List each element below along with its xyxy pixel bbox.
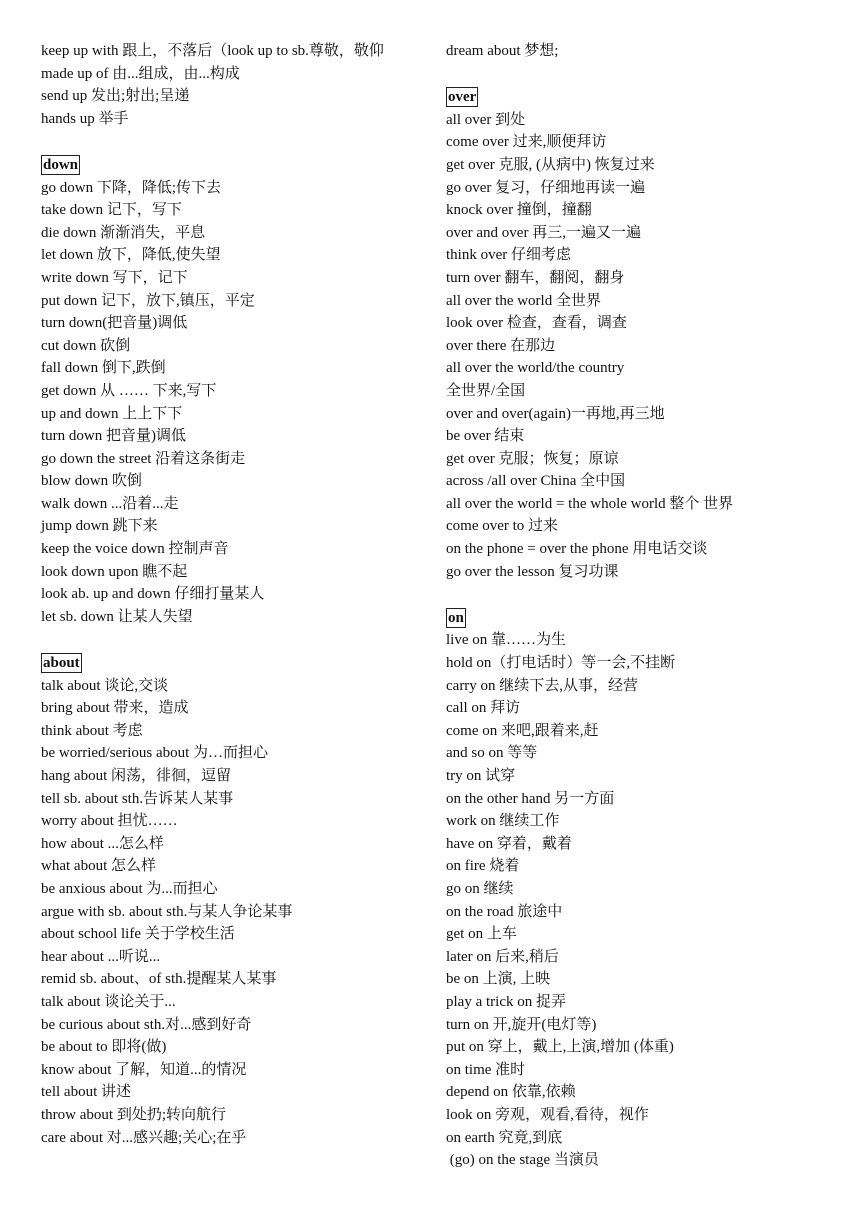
phrase-line: keep the voice down 控制声音 [41,541,229,558]
phrase-line: think over 仔细考虑 [446,247,571,264]
phrase-line: blow down 吹倒 [41,473,142,490]
phrase-line: get over 克服；恢复；原谅 [446,450,619,467]
phrase-line: on the road 旅途中 [446,903,563,920]
phrase-line: all over the world = the whole world 整个 世界 [446,495,734,512]
phrase-line: hands up 举手 [41,110,129,127]
phrase-line: 全世界/全国 [446,382,526,399]
phrase-line: later on 后来,稍后 [446,948,559,965]
phrase-line: turn on 开,旋开(电灯等) [446,1016,597,1033]
section-gap [41,130,421,153]
phrase-line: talk about 谈论,交谈 [41,677,169,694]
phrase-line: and so on 等等 [446,745,538,762]
section-gap [446,63,836,86]
phrase-line: about school life 关于学校生活 [41,926,235,943]
phrase-line: all over 到处 [446,111,526,128]
phrase-line: be over 结束 [446,428,525,445]
phrase-line: write down 写下，记下 [41,269,188,286]
phrase-line: be about to 即将(做) [41,1039,167,1056]
phrase-line: turn down 把音量)调低 [41,428,186,445]
phrase-line: jump down 跳下来 [41,518,158,535]
phrase-line: think about 考虑 [41,722,143,739]
phrase-line: what about 怎么样 [41,858,156,875]
phrase-line: on the phone = over the phone 用电话交谈 [446,541,708,558]
phrase-line: tell about 讲述 [41,1084,131,1101]
phrase-line: go down the street 沿着这条街走 [41,450,246,467]
phrase-line: look ab. up and down 仔细打量某人 [41,586,265,603]
phrase-line: all over the world 全世界 [446,292,601,309]
phrase-line: depend on 依靠,依赖 [446,1084,576,1101]
section-heading-over: over [448,89,477,106]
phrase-line: tell sb. about sth.告诉某人某事 [41,790,234,807]
phrase-line: be on 上演, 上映 [446,971,551,988]
phrase-line: on fire 烧着 [446,858,520,875]
phrase-line: go over the lesson 复习功课 [446,563,619,580]
section-heading-down: down [43,156,79,173]
phrase-line: cut down 砍倒 [41,337,131,354]
phrase-line: get down 从 …… 下来,写下 [41,382,217,399]
phrase-line: turn over 翻车，翻阅，翻身 [446,269,625,286]
phrase-line: over and over(again)一再地,再三地 [446,405,665,422]
phrase-line: send up 发出;射出;呈递 [41,88,190,105]
phrase-line: call on 拜访 [446,700,521,717]
phrase-line: put on 穿上，戴上,上演,增加 (体重) [446,1039,674,1056]
right-column [446,40,836,1172]
phrase-line: hear about ...听说... [41,948,161,965]
phrase-line: fall down 倒下,跌倒 [41,360,166,377]
phrase-line: come over 过来,顺便拜访 [446,134,607,151]
phrase-line: argue with sb. about sth.与某人争论某事 [41,903,293,920]
phrase-line: on time 准时 [446,1061,526,1078]
phrase-line: up and down 上上下下 [41,405,183,422]
phrase-line: knock over 撞倒，撞翻 [446,202,592,219]
phrase-line: look down upon 瞧不起 [41,563,188,580]
phrase-line: have on 穿着，戴着 [446,835,572,852]
phrase-line: hang about 闲荡，徘徊，逗留 [41,768,231,784]
phrase-line: be curious about sth.对...感到好奇 [41,1016,252,1033]
phrase-line: over and over 再三,一遍又一遍 [446,224,641,241]
phrase-line: walk down ...沿着...走 [41,495,179,512]
section-gap [41,628,421,651]
phrase-line: on the other hand 另一方面 [446,790,615,807]
phrase-line: over there 在那边 [446,337,556,354]
phrase-line: worry about 担忧…… [41,813,178,830]
phrase-line: look on 旁观，观看,看待，视作 [446,1106,649,1123]
phrase-line: die down 渐渐消失，平息 [41,224,206,241]
phrase-line: come over to 过来 [446,518,559,535]
phrase-line: go on 继续 [446,880,514,897]
phrase-line: how about ...怎么样 [41,835,164,852]
phrase-line: (go) on the stage 当演员 [446,1152,599,1169]
phrase-line: made up of 由...组成，由...构成 [41,65,240,82]
phrase-line: work on 继续工作 [446,813,560,830]
phrase-line: know about 了解，知道...的情况 [41,1061,247,1078]
phrase-line: let sb. down 让某人失望 [41,608,193,625]
phrase-line: throw about 到处扔;转向航行 [41,1106,226,1123]
phrase-line: talk about 谈论关于... [41,993,176,1010]
phrase-line: care about 对...感兴趣;关心;在乎 [41,1129,247,1146]
left-column [41,40,421,1149]
phrase-line: dream about 梦想; [446,43,559,59]
phrase-line: turn down(把音量)调低 [41,315,188,332]
phrase-line: on earth 究竟,到底 [446,1129,563,1146]
phrase-line: try on 试穿 [446,768,516,784]
phrase-line: go down 下降，降低;传下去 [41,179,222,196]
phrase-line: go over 复习，仔细地再读一遍 [446,179,646,196]
phrase-line: bring about 带来，造成 [41,700,189,717]
phrase-line: be anxious about 为...而担心 [41,880,218,897]
section-heading-on: on [448,609,464,626]
phrase-line: live on 靠……为生 [446,632,566,649]
section-heading-about: about [43,655,80,672]
phrase-line: remid sb. about、of sth.提醒某人某事 [41,971,277,988]
phrase-line: keep up with 跟上，不落后（look up to sb.尊敬，敬仰 [41,43,384,59]
phrase-line: play a trick on 捉弄 [446,993,566,1010]
phrase-line: take down 记下，写下 [41,202,182,219]
phrase-line: hold on（打电话时）等一会,不挂断 [446,655,676,672]
phrase-line: let down 放下，降低,使失望 [41,247,221,264]
phrase-line: put down 记下，放下,镇压，平定 [41,292,255,309]
phrase-line: come on 来吧,跟着来,赶 [446,722,599,739]
phrase-line: get over 克服, (从病中) 恢复过来 [446,156,655,173]
phrase-line: all over the world/the country [446,360,625,377]
phrase-line: across /all over China 全中国 [446,473,626,490]
phrase-line: carry on 继续下去,从事，经营 [446,677,639,694]
phrase-line: get on 上车 [446,926,517,943]
phrase-line: be worried/serious about 为…而担心 [41,745,269,762]
section-gap [446,583,836,606]
phrase-line: look over 检查，查看，调查 [446,315,627,332]
